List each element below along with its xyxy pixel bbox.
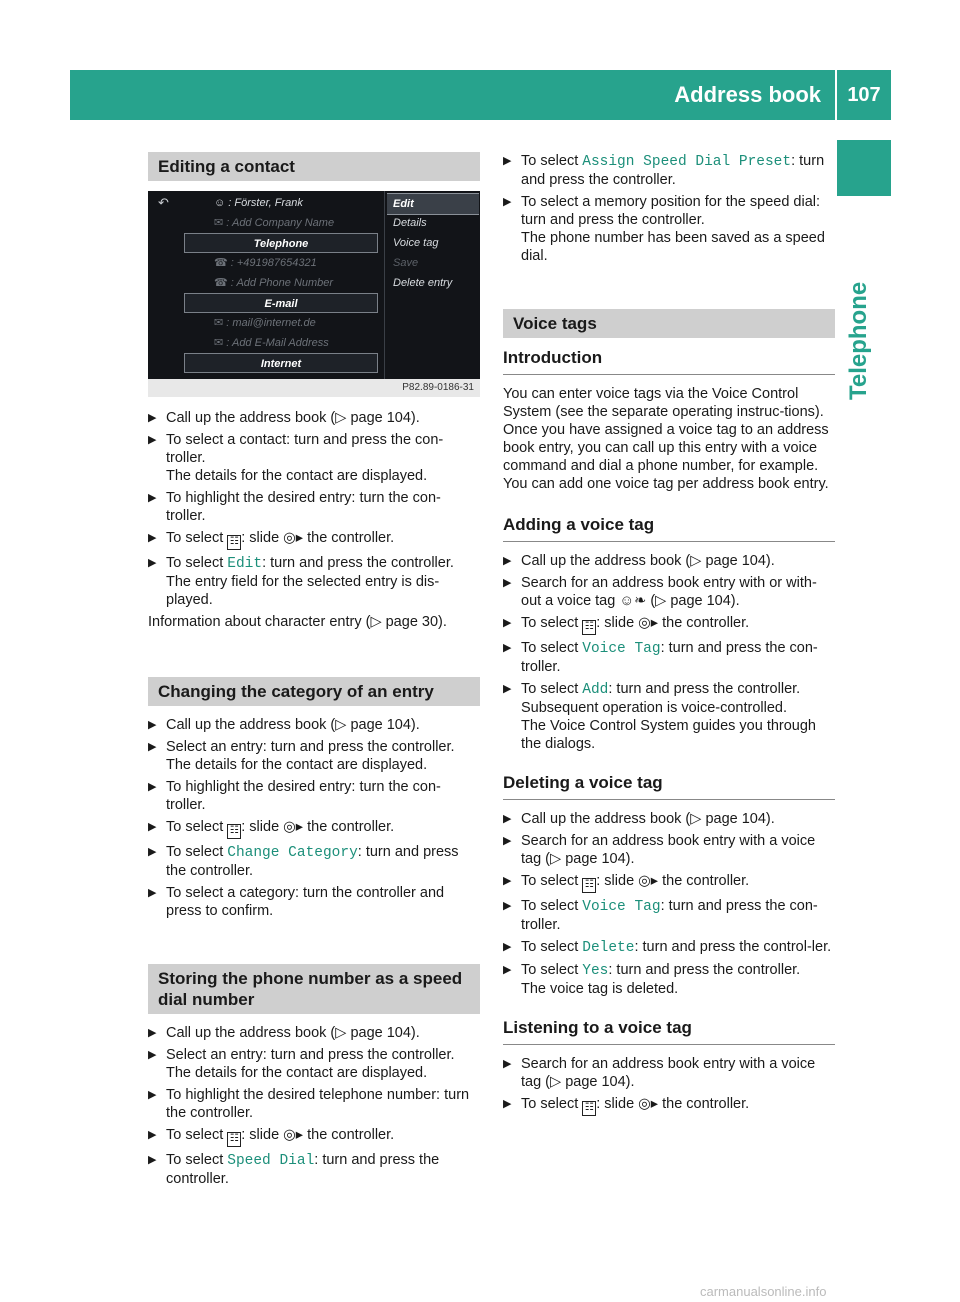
back-arrow-icon: ↶ <box>158 195 169 210</box>
step: ▶ To select a category: turn the controller and press to confirm. <box>148 885 445 919</box>
step: ▶ Search for an address book entry with a voice tag (▷ page 104). <box>503 833 816 867</box>
contact-row: ☎ : Add Phone Number <box>214 277 334 289</box>
step: ▶ To select ☷ : slide ◎▸ the controller. <box>503 614 835 635</box>
step: ▶ To select Edit: turn and press the controller. The entry field for the selected entry is dis-played. <box>148 555 454 608</box>
step: ▶ To select Yes: turn and press the controller. The voice tag is deleted. <box>503 962 801 997</box>
step: ▶ To select a memory position for the speed dial: turn and press the controller. The phone number has been saved as a speed dial. <box>503 194 825 264</box>
menu-item-details: Details <box>393 217 427 229</box>
step: ▶ To select Delete: turn and press the control-ler. <box>503 939 832 956</box>
step: ▶ To select ☷ : slide ◎▸ the controller. <box>503 1095 835 1116</box>
contact-row: E-mail <box>184 293 378 313</box>
step: ▶ To select Voice Tag: turn and press the con-troller. <box>503 898 818 933</box>
options-menu-icon: ☷ <box>227 824 241 839</box>
contact-row: ✉ : Add Company Name <box>214 217 335 229</box>
right-column <box>503 152 835 1120</box>
info-text: Information about character entry (▷ page 30). <box>148 614 447 630</box>
intro-text: You can enter voice tags via the Voice Control System (see the separate operating instruc-tions). Once you have assigned a voice tag to an address book entry, you can call up this entry with a voice command and dial a phone number, for example. You can add one voice tag per address book entry. <box>503 386 829 492</box>
left-column <box>148 152 480 1192</box>
step: ▶ To select ☷ : slide ◎▸ the controller. <box>503 872 835 893</box>
header-title: Address book <box>674 82 821 107</box>
display-screenshot <box>148 191 480 397</box>
step: ▶ Select an entry: turn and press the controller. The details for the contact are displayed. <box>148 739 455 773</box>
step: ▶ Call up the address book (▷ page 104). <box>148 1025 420 1041</box>
chapter-tab <box>837 140 891 1130</box>
menu-item-voice-tag: Voice tag <box>393 237 439 249</box>
options-menu-icon: ☷ <box>582 620 596 635</box>
options-menu <box>384 191 481 379</box>
step: ▶ Search for an address book entry with a voice tag (▷ page 104). <box>503 1056 816 1090</box>
subsection-title-adding: Adding a voice tag <box>503 515 835 542</box>
contact-row: ☎ : +491987654321 <box>214 257 317 269</box>
options-menu-icon: ☷ <box>582 878 596 893</box>
contact-details-pane <box>184 191 384 379</box>
section-title-speed-dial: Storing the phone number as a speed dial number <box>148 964 480 1014</box>
chapter-tab-label: Telephone <box>845 281 872 400</box>
step: ▶ To highlight the desired entry: turn the con-troller. <box>148 779 441 813</box>
step: ▶ To select ☷ : slide ◎▸ the controller. <box>148 1126 480 1147</box>
subsection-title-listening: Listening to a voice tag <box>503 1018 835 1045</box>
options-menu-icon: ☷ <box>227 1132 241 1147</box>
chapter-tab-block <box>837 140 891 196</box>
step: ▶ To select Change Category: turn and press the controller. <box>148 844 459 879</box>
menu-item-save: Save <box>393 257 419 269</box>
step: ▶ Call up the address book (▷ page 104). <box>148 410 420 426</box>
watermark-text: carmanualsonline.info <box>700 1284 827 1299</box>
options-menu-icon: ☷ <box>227 535 241 550</box>
contact-row: Telephone <box>184 233 378 253</box>
contact-row: ☺ : Förster, Frank <box>214 197 303 209</box>
options-menu-icon: ☷ <box>582 1101 596 1116</box>
contact-row: ✉ : mail@internet.de <box>214 317 316 329</box>
step: ▶ To select Add: turn and press the controller. Subsequent operation is voice-controlled. The Voice Control System guides you through the dialogs. <box>503 681 816 752</box>
contact-row: ✉ : Add E-Mail Address <box>214 337 329 349</box>
step: ▶ Call up the address book (▷ page 104). <box>503 553 775 569</box>
step: ▶ To select Assign Speed Dial Preset: turn and press the controller. <box>503 153 825 188</box>
step: ▶ To select a contact: turn and press the con-troller. The details for the contact are displayed. <box>148 432 444 484</box>
step: ▶ To highlight the desired telephone number: turn the controller. <box>148 1087 470 1121</box>
section-title-category: Changing the category of an entry <box>148 677 480 706</box>
page-number: 107 <box>847 83 881 106</box>
menu-item-edit: Edit <box>387 193 479 215</box>
section-title-voice-tags: Voice tags <box>503 309 835 338</box>
step: ▶ To select Voice Tag: turn and press the con-troller. <box>503 640 818 675</box>
subsection-title-introduction: Introduction <box>503 348 835 375</box>
step: ▶ To highlight the desired entry: turn the con-troller. <box>148 490 441 524</box>
step: ▶ To select ☷ : slide ◎▸ the controller. <box>148 818 480 839</box>
step: ▶ Search for an address book entry with or with-out a voice tag ☺❧ (▷ page 104). <box>503 575 817 609</box>
page-header <box>70 70 891 120</box>
subsection-title-deleting: Deleting a voice tag <box>503 773 835 800</box>
section-title-editing: Editing a contact <box>148 152 480 181</box>
step: ▶ Call up the address book (▷ page 104). <box>503 811 775 827</box>
step: ▶ Call up the address book (▷ page 104). <box>148 717 420 733</box>
menu-item-delete-entry: Delete entry <box>393 277 453 289</box>
step: ▶ Select an entry: turn and press the controller. The details for the contact are displayed. <box>148 1047 455 1081</box>
image-code: P82.89-0186-31 <box>148 379 480 397</box>
step: ▶ To select ☷ : slide ◎▸ the controller. <box>148 529 480 550</box>
step: ▶ To select Speed Dial: turn and press the controller. <box>148 1152 440 1187</box>
contact-row: Internet <box>184 353 378 373</box>
